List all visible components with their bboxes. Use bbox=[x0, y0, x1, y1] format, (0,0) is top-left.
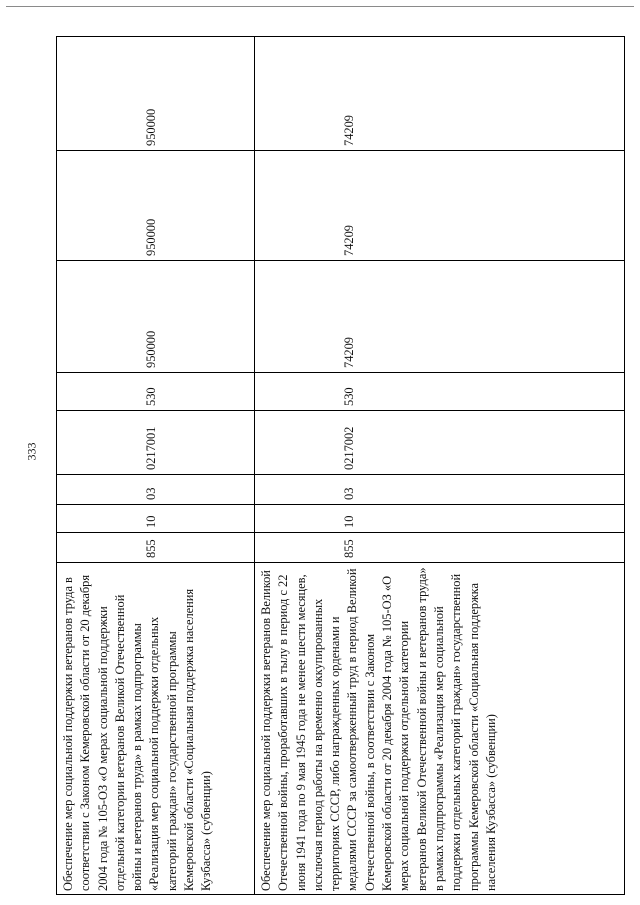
amount-3: 950000 bbox=[57, 37, 255, 151]
amount-2: 74209 bbox=[255, 151, 625, 261]
top-rule bbox=[6, 6, 634, 7]
rotated-table-container bbox=[56, 37, 624, 895]
expense-type-code: 530 bbox=[255, 373, 625, 411]
target-article-code: 0217001 bbox=[57, 411, 255, 475]
amount-1: 74209 bbox=[255, 261, 625, 373]
ministry-code: 855 bbox=[57, 533, 255, 563]
subsection-code: 03 bbox=[255, 475, 625, 505]
page-number: 333 bbox=[24, 442, 39, 461]
amount-2: 950000 bbox=[57, 151, 255, 261]
expense-type-code: 530 bbox=[57, 373, 255, 411]
amount-1: 950000 bbox=[57, 261, 255, 373]
table-row bbox=[255, 37, 625, 895]
ministry-code: 855 bbox=[255, 533, 625, 563]
subsection-code: 03 bbox=[57, 475, 255, 505]
table-row bbox=[57, 37, 255, 895]
section-code: 10 bbox=[255, 505, 625, 533]
row-description: Обеспечение мер социальной поддержки ветеранов Великой Отечественной войны, проработавших в тылу в период с 22 июня 1941 года по 9 мая 1945 года не менее шести месяцев, исключая период работы на временно оккупированных территориях СССР, либо награжденных орденами и медалями СССР за самоотверженный труд в период Великой Отечественной войны, в соответствии с Законом Кемеровской области от 20 декабря 2004 года № 105-ОЗ «О мерах социальной поддержки отдельной категории ветеранов Великой Отечественной войны и ветеранов труда» в рамках подпрограммы «Реализация мер социальной поддержки отдельных категорий граждан» государственной программы Кемеровской области «Социальная поддержка населения Кузбасса» (субвенции) bbox=[255, 563, 625, 895]
amount-3: 74209 bbox=[255, 37, 625, 151]
section-code: 10 bbox=[57, 505, 255, 533]
budget-table bbox=[56, 36, 625, 895]
row-description: Обеспечение мер социальной поддержки ветеранов труда в соответствии с Законом Кемеровской области от 20 декабря 2004 года № 105-ОЗ «О мерах социальной поддержки отдельной категории ветеранов Великой Отечественной войны и ветеранов труда» в рамках подпрограммы «Реализация мер социальной поддержки отдельных категорий граждан» государственной программы Кемеровской области «Социальная поддержка населения Кузбасса» (субвенции) bbox=[57, 563, 255, 895]
target-article-code: 0217002 bbox=[255, 411, 625, 475]
